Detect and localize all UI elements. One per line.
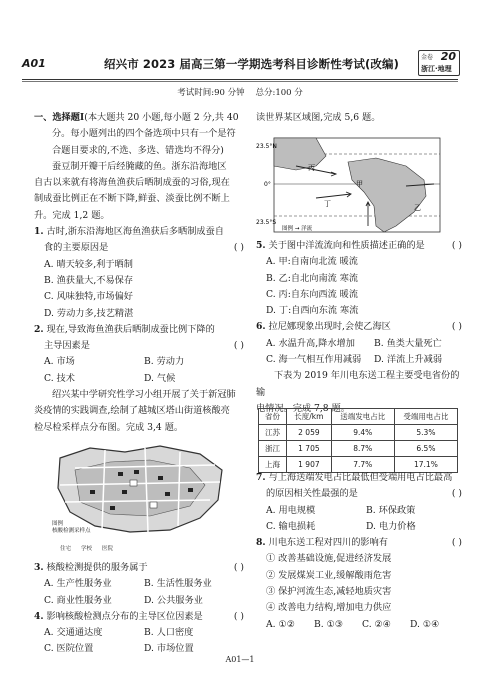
badge-top: 金卷 (421, 54, 434, 61)
statement: ③ 保护河流生态,减轻地质灾害 (266, 586, 392, 598)
option: D. 公共服务业 (144, 594, 203, 606)
table-header: 省份 (259, 409, 287, 425)
answer-paren: ( ) (233, 242, 244, 254)
option: C. 风味独特,市场偏好 (44, 291, 133, 303)
header-rule-thin (22, 81, 458, 82)
passage-line: 炎疫情的实践调查,绘制了越城区塔山街道核酸亮 (34, 405, 230, 417)
answer-paren: ( ) (451, 321, 462, 333)
option: A. 甲:自南向北流 暖流 (266, 256, 358, 268)
exam-score: 总分:100 分 (255, 88, 303, 98)
option: B. 环保政策 (366, 504, 416, 516)
option: B. 劳动力 (144, 356, 185, 368)
passage-line: 蚕豆制开瓣干后经腌藏的鱼。浙东沿海地区 (52, 160, 227, 172)
option: A. 生产性服务业 (44, 578, 112, 590)
page-number: A01—1 (225, 655, 255, 664)
exam-title: 绍兴市 2023 届高三第一学期选考科目诊断性考试(改编) (104, 57, 399, 71)
right-intro: 读世界某区域图,完成 5,6 题。 (256, 112, 381, 123)
lat-23n: 23.5°N (256, 143, 277, 150)
option: B. 鱼类大量死亡 (374, 337, 442, 349)
option: D. 丁:自西向东流 寒流 (266, 305, 359, 317)
map-legend-row: 住宅 学校 医院 (60, 546, 114, 552)
option: A. 交通通达度 (44, 627, 103, 639)
section-desc-3: 合题目要求的,不选、多选、错选均不得分) (52, 144, 224, 156)
table-header: 长度/km (287, 409, 332, 425)
option: A. 用电规模 (266, 504, 316, 516)
option: A. 市场 (44, 356, 75, 368)
passage-line: 自古以来就有将海鱼渔获后晒制成蚕的习俗,现在 (34, 177, 230, 189)
passage-line: 电情况。完成 7,8 题。 (256, 402, 350, 414)
paper-code: A01 (22, 57, 46, 70)
answer-paren: ( ) (451, 240, 462, 251)
question-6: 6. 拉尼娜现象出现时,会使乙海区 ( ) A. 水温升高,降水增加 B. 鱼类大量死亡 C. 海一气相互作用减弱 D. 洋流上升减弱 (256, 319, 462, 368)
question-7: 7. 与上海送端发电占比最低但受端用电占比最高 的原因相关性最强的是 ( ) A. 用电规模 B. 环保政策 C. 输电损耗 D. 电力价格 (256, 470, 462, 535)
map2-legend: 图例 → 洋流 (282, 226, 313, 232)
option: D. 气候 (144, 372, 176, 384)
option: A. 水温升高,降水增加 (266, 337, 355, 349)
question-8: 8. 川电东送工程对四川的影响有 ( ) ① 改善基础设施,促进经济发展 ② 发展煤炭工业,缓解酸雨危害 ③ 保护河流生态,减轻地质灾害 ④ 改善电力结构,增加电力供应 A. ①② B. ①③ C. ②④ D. ①④ (256, 535, 462, 633)
left-column (34, 110, 244, 436)
lat-23s: 23.5°S (256, 219, 277, 226)
option: B. 渔获量大,不易保存 (44, 274, 134, 286)
lat-0: 0° (264, 181, 271, 188)
table-row: 上海 1 907 7.7% 17.1% (259, 457, 458, 473)
option: A. 晴天较多,利于晒制 (44, 258, 133, 270)
world-region-map (256, 136, 456, 236)
table-row: 江苏 2 059 9.4% 5.3% (259, 425, 458, 441)
label-bing: 丙 (308, 164, 315, 172)
answer-paren: ( ) (233, 562, 244, 573)
question-1: 1. 古时,浙东沿海地区海鱼渔获后多晒制成蚕自 食的主要原因是 ( ) A. 晴天较多,利于晒制 B. 渔获量大,不易保存 C. 风味独特,市场偏好 D. 劳动力多,技艺精湛 (34, 224, 244, 322)
passage-line: 绍兴某中学研究性学习小组开展了关于新冠肺 (52, 389, 236, 401)
passage-line: 检尽检采样点分布图。完成 3,4 题。 (34, 421, 184, 433)
passage-line: 下表为 2019 年川电东送工程主要受电省份的输 (256, 370, 460, 398)
option: D. ①④ (410, 618, 440, 630)
brand-badge (418, 50, 460, 76)
table-header: 送端发电占比 (331, 409, 394, 425)
table-header-row (259, 409, 458, 425)
option: C. 海一气相互作用减弱 (266, 354, 362, 366)
exam-meta (0, 86, 480, 98)
option: C. 医院位置 (44, 643, 94, 655)
badge-number: 20 (440, 50, 456, 63)
left-column-lower (34, 560, 244, 658)
section-desc-2: 分。每小题列出的四个备选项中只有一个是符 (52, 128, 236, 140)
exam-time: 考试时间:90 分钟 (177, 88, 245, 98)
passage-line: 制成蚕比例正在不断下降,鲜蚕、淡蚕比例不断上 (34, 193, 230, 205)
label-jia: 甲 (356, 180, 363, 188)
option: B. 人口密度 (144, 627, 194, 639)
option: B. 生活性服务业 (144, 578, 212, 590)
option: D. 劳动力多,技艺精湛 (44, 307, 134, 319)
label-yi: 乙 (414, 204, 421, 212)
answer-paren: ( ) (233, 610, 244, 622)
statement: ④ 改善电力结构,增加电力供应 (266, 602, 392, 614)
answer-paren: ( ) (451, 488, 462, 500)
question-4: 4. 影响核酸检测点分布的主导区位因素是 ( ) A. 交通通达度 B. 人口密度 C. 医院位置 D. 市场位置 (34, 609, 244, 658)
option: C. 商业性服务业 (44, 594, 112, 606)
option: D. 市场位置 (144, 643, 194, 655)
option: C. 丙:自东向西流 暖流 (266, 288, 359, 300)
table-row: 浙江 1 705 8.7% 6.5% (259, 441, 458, 457)
table-header: 受端用电占比 (394, 409, 457, 425)
passage-line: 升。完成 1,2 题。 (34, 209, 110, 221)
answer-paren: ( ) (451, 537, 462, 549)
question-3: 3. 核酸检测提供的服务属于 ( ) A. 生产性服务业 B. 生活性服务业 C. 商业性服务业 D. 公共服务业 (34, 560, 244, 609)
section-heading: 一、选择题Ⅰ(本大题共 20 小题,每小题 2 分,共 40 (34, 112, 239, 123)
answer-paren: ( ) (233, 340, 244, 352)
option: C. ②④ (362, 618, 392, 630)
question-5: 5. 关于图中洋流流向和性质描述正确的是 ( ) A. 甲:自南向北流 暖流 B. 乙:自北向南流 寒流 C. 丙:自东向西流 暖流 D. 丁:自西向东流 寒流 (256, 238, 462, 319)
question-2: 2. 现在,导致海鱼渔获后晒制成蚕比例下降的 主导因素是 ( ) A. 市场 B. 劳动力 C. 技术 D. 气候 (34, 322, 244, 387)
map-legend: 图例 核酸检测采样点 (52, 521, 91, 534)
statement: ② 发展煤炭工业,缓解酸雨危害 (266, 569, 392, 581)
label-ding: 丁 (324, 200, 331, 208)
option: A. ①② (266, 618, 295, 630)
option: C. 技术 (44, 372, 75, 384)
option: D. 电力价格 (366, 520, 416, 532)
statement: ① 改善基础设施,促进经济发展 (266, 553, 392, 565)
header-rule (22, 79, 458, 80)
option: D. 洋流上升减弱 (374, 354, 443, 366)
option: B. 乙:自北向南流 寒流 (266, 272, 359, 284)
option: B. ①③ (314, 618, 344, 630)
right-column (256, 238, 462, 417)
power-table (258, 408, 458, 473)
option: C. 输电损耗 (266, 520, 316, 532)
right-column-lower (256, 470, 462, 633)
badge-subject: 浙江·地理 (421, 65, 452, 73)
